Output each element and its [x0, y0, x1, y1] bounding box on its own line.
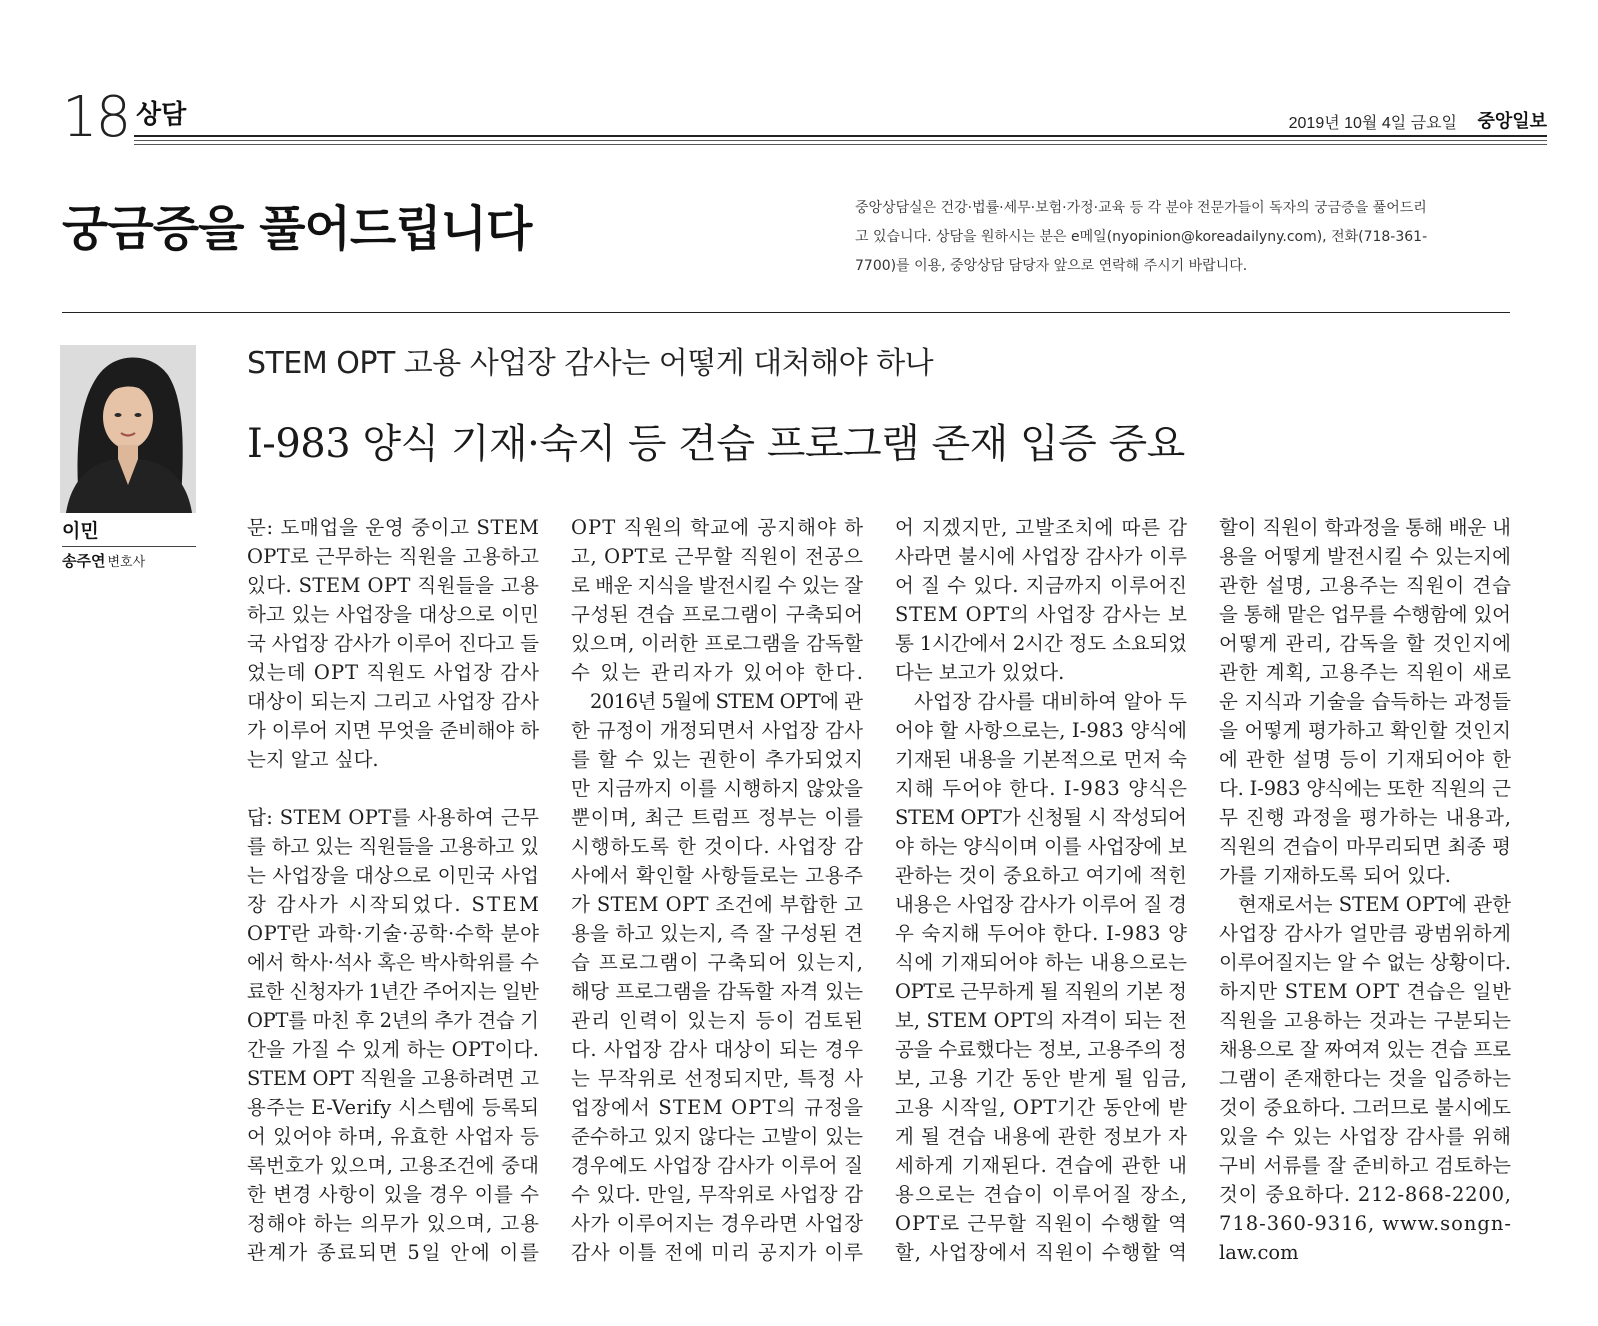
article-line: OPT로 근무하게 될 직원의 기본 정 — [895, 980, 1187, 1003]
article-line: 감사 이틀 전에 미리 공지가 이루 — [571, 1241, 864, 1264]
article-line: 채용으로 잘 짜여져 있는 견습 프로 — [1219, 1038, 1511, 1061]
article-line: 것이 중요하다. 그러므로 불시에도 — [1219, 1096, 1512, 1119]
article-line: 어야 할 사항으로는, I-983 양식에 — [895, 719, 1188, 742]
article-line: 사업장 감사가 얼만큼 광범위하게 — [1219, 922, 1512, 945]
article-line: 있다. STEM OPT 직원들을 고용 — [247, 574, 540, 597]
article-line: 습 프로그램이 구축되어 있는지, — [571, 951, 865, 974]
paper-logo: 중앙일보 — [1477, 111, 1547, 132]
article-line: 문: 도매업을 운영 중이고 STEM — [247, 516, 540, 539]
paragraph-gap — [247, 774, 539, 803]
article-line: 관계가 종료되면 5일 안에 이를 — [247, 1241, 541, 1264]
article-line: 직원의 견습이 마무리되면 최종 평 — [1219, 835, 1512, 858]
article-line: 용을 하고 있는지, 즉 잘 구성된 견 — [571, 922, 864, 945]
article-line: STEM OPT의 사업장 감사는 보 — [895, 603, 1188, 626]
article-line: 구비 서류를 잘 준비하고 검토하는 — [1219, 1154, 1512, 1177]
article-line: 가 STEM OPT 조건에 부합한 고 — [571, 893, 864, 916]
article-line: 을 통해 맡은 업무를 수행함에 있어 — [1219, 603, 1511, 626]
article-line: 지해 두어야 한다. I-983 양식은 — [895, 777, 1189, 800]
article-line: 준수하고 있지 않다는 고발이 있는 — [571, 1125, 864, 1148]
article-line: 정해야 하는 의무가 있으며, 고용 — [247, 1212, 540, 1235]
article-line: 국 사업장 감사가 이루어 진다고 들 — [247, 632, 539, 655]
article-line: 고용 시작일, OPT기간 동안에 받 — [895, 1096, 1188, 1119]
article-line: 답: STEM OPT를 사용하여 근무 — [247, 806, 540, 829]
article-line: 대상이 되는지 그리고 사업장 감사 — [247, 690, 540, 713]
article-line: 세하게 기재된다. 견습에 관한 내 — [895, 1154, 1188, 1177]
article-line: 사에서 확인할 사항들로는 고용주 — [571, 864, 864, 887]
masthead-rule — [134, 144, 1547, 145]
article-line: 뿐이며, 최근 트럼프 정부는 이를 — [571, 806, 864, 829]
masthead — [62, 85, 1547, 150]
article-line: OPT를 마친 후 2년의 추가 견습 기 — [247, 1009, 539, 1032]
article-line: 게 될 견습 내용에 관한 정보가 자 — [895, 1125, 1188, 1148]
article-line: 관한 계획, 고용주는 직원이 새로 — [1219, 661, 1512, 684]
article-line: 보, STEM OPT의 자격이 되는 전 — [895, 1009, 1188, 1032]
article-column-4 — [1219, 513, 1511, 1267]
masthead-rule — [134, 140, 1547, 141]
article-line: OPT 직원의 학교에 공지해야 하 — [571, 516, 865, 539]
author-name: 송주연 — [62, 552, 106, 570]
column-name: 이민 — [62, 520, 99, 542]
article-line: 다는 보고가 있었다. — [895, 661, 1065, 684]
article-line: 그램이 존재한다는 것을 입증하는 — [1219, 1067, 1512, 1090]
article-line: 할이 직원이 학과정을 통해 배운 내 — [1219, 516, 1511, 539]
author-portrait-image — [60, 345, 196, 513]
article-column-1 — [247, 513, 542, 1267]
article-line: 다. 사업장 감사 대상이 되는 경우 — [571, 1038, 864, 1061]
article-line: STEM OPT가 신청될 시 작성되어 — [895, 806, 1187, 829]
article-line: 직원을 고용하는 것과는 구분되는 — [1219, 1009, 1512, 1032]
article-line: 시행하도록 한 것이다. 사업장 감 — [571, 835, 864, 858]
section-label: 상담 — [136, 100, 187, 130]
page-number: 18 — [62, 85, 130, 150]
article-line: 공을 수료했다는 정보, 고용주의 정 — [895, 1038, 1187, 1061]
article-line: 내용은 사업장 감사가 이루어 질 경 — [895, 893, 1187, 916]
article-line: 할, 사업장에서 직원이 수행할 역 — [895, 1241, 1188, 1264]
article-line: 을 어떻게 평가하고 확인할 것인지 — [1219, 719, 1512, 742]
article-column-3 — [895, 513, 1187, 1267]
article-line: 하지만 STEM OPT 견습은 일반 — [1219, 980, 1512, 1003]
intro-line: 중앙상담실은 건강·법률·세무·보험·가정·교육 등 각 분야 전문가들이 독자의 궁금증을 풀어드리 — [855, 200, 1427, 216]
article-line: 것이 중요하다. 212-868-2200, — [1219, 1183, 1512, 1206]
article-line: 2016년 5월에 STEM OPT에 관 — [590, 690, 863, 713]
article-line: 해당 프로그램을 감독할 자격 있는 — [571, 980, 864, 1003]
article-line: 용으로는 견습이 이루어질 장소, — [895, 1183, 1189, 1206]
article-line: 어 질 수 있다. 지금까지 이루어진 — [895, 574, 1188, 597]
article-line: OPT로 근무하는 직원을 고용하고 — [247, 545, 540, 568]
article-line: OPT란 과학·기술·공학·수학 분야 — [247, 922, 540, 945]
feature-title: 궁금증을 풀어드립니다 — [62, 201, 532, 257]
article-subhead: STEM OPT 고용 사업장 감사는 어떻게 대처해야 하나 — [247, 346, 934, 381]
article-line: 가를 기재하도록 되어 있다. — [1219, 864, 1452, 887]
article-line: 통 1시간에서 2시간 정도 소요되었 — [895, 632, 1187, 655]
article-line: 보, 고용 기간 동안 받게 될 임금, — [895, 1067, 1188, 1090]
article-line: 만 지금까지 이를 시행하지 않았을 — [571, 777, 864, 800]
article-line: 경우에도 사업장 감사가 이루어 질 — [571, 1154, 864, 1177]
article-line: 현재로서는 STEM OPT에 관한 — [1238, 893, 1512, 916]
article-line: 하고 있는 사업장을 대상으로 이민 — [247, 603, 540, 626]
article-line: 업장에서 STEM OPT의 규정을 — [571, 1096, 865, 1119]
article-line: 가 이루어 지면 무엇을 준비해야 하 — [247, 719, 539, 742]
article-line: 어 지겠지만, 고발조치에 따른 감 — [895, 516, 1188, 539]
article-line: 를 하고 있는 직원들을 고용하고 있 — [247, 835, 539, 858]
article-column-2 — [571, 513, 866, 1267]
article-line: 어떻게 관리, 감독을 할 것인지에 — [1219, 632, 1512, 655]
issue-date: 2019년 10월 4일 금요일 — [1288, 115, 1457, 132]
article-line: 에 관한 설명 등이 기재되어야 한 — [1219, 748, 1512, 771]
article-line: 고, OPT로 근무할 직원이 전공으 — [571, 545, 864, 568]
article-line: 용을 어떻게 발전시킬 수 있는지에 — [1219, 545, 1512, 568]
article-line: 관한 설명, 고용주는 직원이 견습 — [1219, 574, 1512, 597]
section-divider — [62, 312, 1510, 313]
intro-line: 고 있습니다. 상담을 원하시는 분은 e메일(nyopinion@koreadailyny.com), 전화(718-361- — [855, 229, 1428, 245]
article-line: 우 숙지해 두어야 한다. I-983 양 — [895, 922, 1188, 945]
article-line: 사가 이루어지는 경우라면 사업장 — [571, 1212, 864, 1235]
article-line: 야 하는 양식이며 이를 사업장에 보 — [895, 835, 1187, 858]
masthead-rule — [134, 135, 1547, 137]
article-line: 있으며, 이러한 프로그램을 감독할 — [571, 632, 864, 655]
article-line: 어 있어야 하며, 유효한 사업자 등 — [247, 1125, 540, 1148]
byline-author — [62, 550, 145, 571]
article-line: 장 감사가 시작되었다. STEM — [247, 893, 542, 916]
article-line: law.com — [1219, 1241, 1299, 1264]
article-line: 이루어질지는 알 수 없는 상황이다. — [1219, 951, 1511, 974]
article-line: 에서 학사·석사 혹은 박사학위를 수 — [247, 951, 539, 974]
article-line: STEM OPT 직원을 고용하려면 고 — [247, 1067, 539, 1090]
article-line: 었는데 OPT 직원도 사업장 감사 — [247, 661, 541, 684]
article-line: 용주는 E-Verify 시스템에 등록되 — [247, 1096, 540, 1119]
article-line: 로 배운 지식을 발전시킬 수 있는 잘 — [571, 574, 863, 597]
article-line: OPT로 근무할 직원이 수행할 역 — [895, 1212, 1189, 1235]
article-line: 718-360-9316, www.songn- — [1219, 1212, 1512, 1235]
feature-intro — [855, 194, 1510, 281]
article-line: 는 무작위로 선정되지만, 특정 사 — [571, 1067, 864, 1090]
article-line: 관리 인력이 있는지 등이 검토된 — [571, 1009, 865, 1032]
article-line: 는지 알고 싶다. — [247, 748, 379, 771]
article-line: 다. I-983 양식에는 또한 직원의 근 — [1219, 777, 1511, 800]
article-line: 기재된 내용을 기본적으로 먼저 숙 — [895, 748, 1188, 771]
article-line: 식에 기재되어야 하는 내용으로는 — [895, 951, 1188, 974]
article-line: 무 진행 과정을 평가하는 내용과, — [1219, 806, 1512, 829]
byline-rule — [62, 546, 196, 547]
article-line: 한 규정이 개정되면서 사업장 감사 — [571, 719, 864, 742]
article-line: 사업장 감사를 대비하여 알아 두 — [914, 690, 1188, 713]
article-line: 수 있다. 만일, 무작위로 사업장 감 — [571, 1183, 864, 1206]
article-line: 수 있는 관리자가 있어야 한다. — [571, 661, 866, 684]
article-line: 운 지식과 기술을 습득하는 과정들 — [1219, 690, 1512, 713]
article-line: 료한 신청자가 1년간 주어지는 일반 — [247, 980, 539, 1003]
author-title: 변호사 — [107, 555, 146, 570]
article-line: 구성된 견습 프로그램이 구축되어 — [571, 603, 864, 626]
article-line: 사라면 불시에 사업장 감사가 이루 — [895, 545, 1188, 568]
article-line: 는 사업장을 대상으로 이민국 사업 — [247, 864, 540, 887]
article-line: 관하는 것이 중요하고 여기에 적힌 — [895, 864, 1188, 887]
article-line: 록번호가 있으며, 고용조건에 중대 — [247, 1154, 540, 1177]
article-line: 있을 수 있는 사업장 감사를 위해 — [1219, 1125, 1512, 1148]
author-photo — [60, 345, 196, 513]
article-line: 한 변경 사항이 있을 경우 이를 수 — [247, 1183, 540, 1206]
article-headline: I-983 양식 기재·숙지 등 견습 프로그램 존재 입증 중요 — [247, 421, 1185, 467]
intro-line: 7700)를 이용, 중앙상담 담당자 앞으로 연락해 주시기 바랍니다. — [855, 258, 1248, 274]
article-line: 를 할 수 있는 권한이 추가되었지 — [571, 748, 864, 771]
article-line: 간을 가질 수 있게 하는 OPT이다. — [247, 1038, 540, 1061]
